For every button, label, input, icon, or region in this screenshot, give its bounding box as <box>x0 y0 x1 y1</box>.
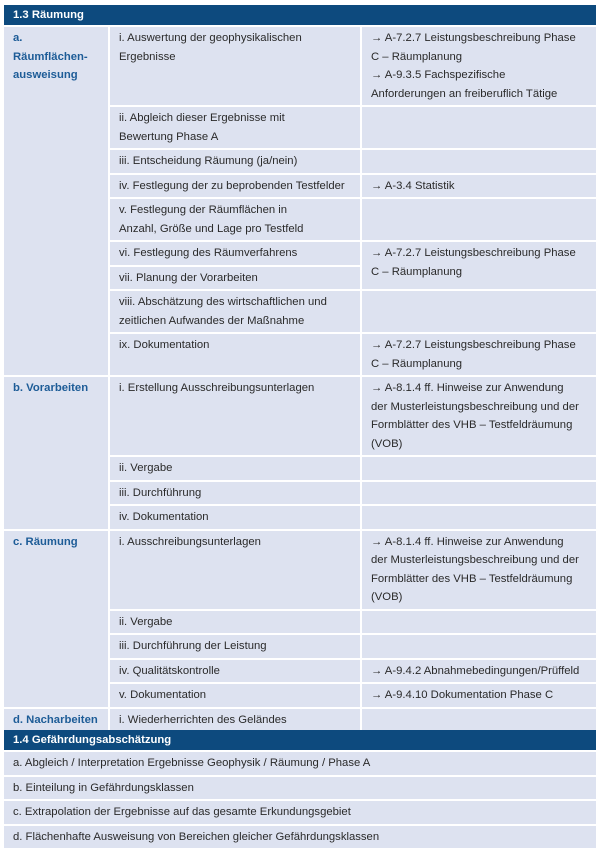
group-label: c. Räumung <box>4 531 108 707</box>
reference-cell <box>362 199 596 240</box>
reference-cell: → A-9.4.10 Dokumentation Phase C <box>362 684 596 707</box>
task-cell: ii. Vergabe <box>110 611 360 634</box>
task-cell: iii. Durchführung <box>110 482 360 505</box>
task-cell: ii. Abgleich dieser Ergebnisse mit Bewertung Phase A <box>110 107 360 148</box>
reference-cell: → A-7.2.7 Leistungsbeschreibung Phase C – Räumplanung <box>362 334 596 375</box>
reference-cell: → A-9.4.2 Abnahmebedingungen/Prüffeld <box>362 660 596 683</box>
task-cell: vii. Planung der Vorarbeiten <box>110 267 360 290</box>
task-cell: iv. Festlegung der zu beprobenden Testfelder <box>110 175 360 198</box>
reference-cell <box>362 482 596 505</box>
task-cell: iii. Durchführung der Leistung <box>110 635 360 658</box>
section-1-3-title: 1.3 Räumung <box>4 5 596 25</box>
group-label: a. Räumflächen- ausweisung <box>4 27 108 375</box>
task-cell: iii. Entscheidung Räumung (ja/nein) <box>110 150 360 173</box>
table-row <box>4 531 596 609</box>
reference-cell <box>362 506 596 529</box>
task-cell: v. Dokumentation <box>110 684 360 707</box>
task-cell: i. Auswertung der geophysikalischen Ergebnisse <box>110 27 360 105</box>
reference-cell: → A-8.1.4 ff. Hinweise zur Anwendung der Musterleistungsbeschreibung und der Formblätter des VHB – Testfeldräumung (VOB) <box>362 531 596 609</box>
task-cell: viii. Abschätzung des wirtschaftlichen und zeitlichen Aufwandes der Maßnahme <box>110 291 360 332</box>
task-cell: i. Erstellung Ausschreibungsunterlagen <box>110 377 360 455</box>
assessment-item: b. Einteilung in Gefährdungsklassen <box>4 777 596 800</box>
reference-cell: → A-3.4 Statistik <box>362 175 596 198</box>
task-cell: v. Festlegung der Räumflächen in Anzahl, Größe und Lage pro Testfeld <box>110 199 360 240</box>
reference-cell: → A-7.2.7 Leistungsbeschreibung Phase C – Räumplanung <box>362 242 596 289</box>
assessment-item: c. Extrapolation der Ergebnisse auf das gesamte Erkundungsgebiet <box>4 801 596 824</box>
section-1-3-table <box>2 3 598 733</box>
task-cell: i. Wiederherrichten des Geländes <box>110 709 360 732</box>
reference-cell <box>362 635 596 658</box>
table-row <box>4 752 596 775</box>
reference-cell <box>362 611 596 634</box>
task-cell: iv. Qualitätskontrolle <box>110 660 360 683</box>
table-row <box>4 801 596 824</box>
table-row <box>4 777 596 800</box>
assessment-item: d. Flächenhafte Ausweisung von Bereichen gleicher Gefährdungsklassen <box>4 826 596 849</box>
table-row <box>4 826 596 849</box>
reference-cell <box>362 107 596 148</box>
task-cell: i. Ausschreibungsunterlagen <box>110 531 360 609</box>
task-cell: ix. Dokumentation <box>110 334 360 375</box>
reference-cell: → A-7.2.7 Leistungsbeschreibung Phase C – Räumplanung → A-9.3.5 Fachspezifische Anforderungen an freiberuflich Tätige <box>362 27 596 105</box>
reference-cell <box>362 291 596 332</box>
reference-cell <box>362 150 596 173</box>
task-cell: vi. Festlegung des Räumverfahrens <box>110 242 360 265</box>
assessment-item: a. Abgleich / Interpretation Ergebnisse Geophysik / Räumung / Phase A <box>4 752 596 775</box>
task-cell: iv. Dokumentation <box>110 506 360 529</box>
group-label: d. Nacharbeiten <box>4 709 108 732</box>
reference-cell <box>362 457 596 480</box>
reference-cell: → A-8.1.4 ff. Hinweise zur Anwendung der Musterleistungsbeschreibung und der Formblätter des VHB – Testfeldräumung (VOB) <box>362 377 596 455</box>
table-row <box>4 27 596 105</box>
group-label: b. Vorarbeiten <box>4 377 108 529</box>
task-cell: ii. Vergabe <box>110 457 360 480</box>
section-1-4-title: 1.4 Gefährdungsabschätzung <box>4 730 596 750</box>
table-row <box>4 377 596 455</box>
section-1-4-table <box>2 728 598 850</box>
